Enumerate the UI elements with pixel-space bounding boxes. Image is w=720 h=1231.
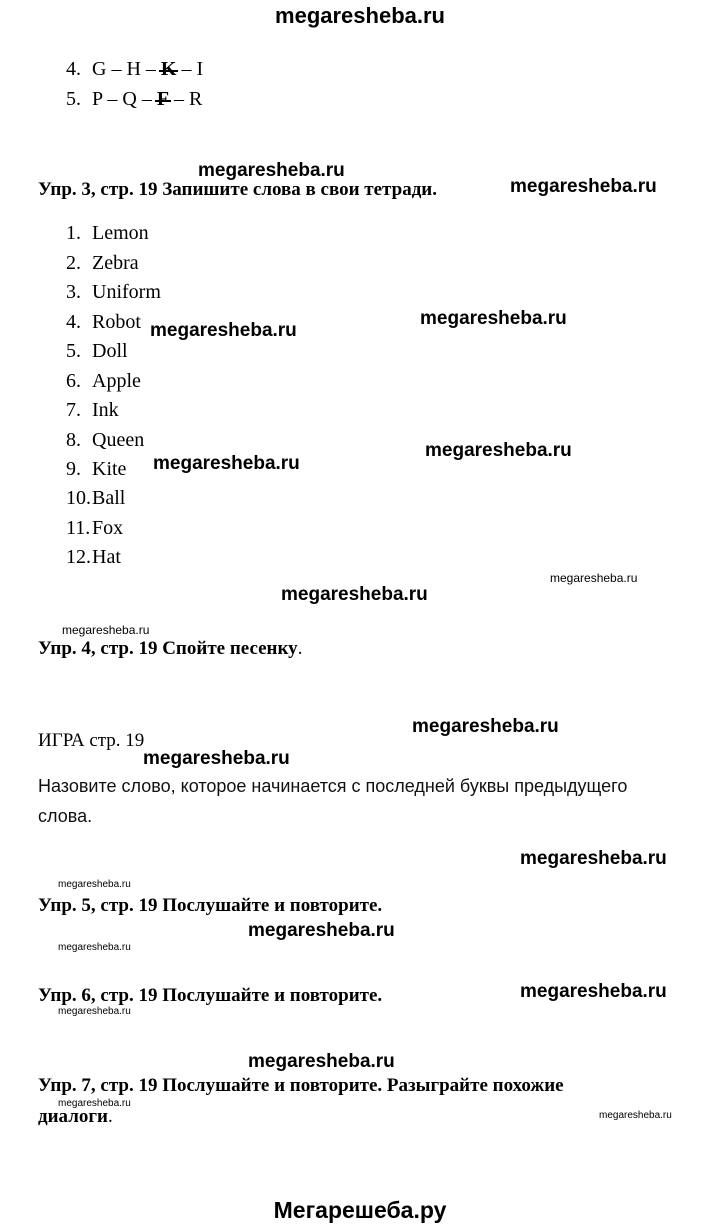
watermark: megaresheba.ru (550, 571, 638, 585)
watermark: megaresheba.ru (248, 1051, 395, 1072)
word: Uniform (92, 281, 161, 303)
item-number: 12. (66, 546, 91, 568)
watermark: megaresheba.ru (198, 160, 345, 181)
watermark: megaresheba.ru (520, 981, 667, 1002)
word: Ink (92, 399, 119, 421)
item-number: 5. (66, 88, 81, 110)
item-number: 4. (66, 311, 81, 333)
watermark: megaresheba.ru (248, 920, 395, 941)
watermark: megaresheba.ru (420, 308, 567, 329)
word: Lemon (92, 222, 149, 244)
watermark: megaresheba.ru (143, 748, 290, 769)
item-number: 6. (66, 370, 81, 392)
word-list-item (66, 340, 128, 363)
word: Doll (92, 340, 128, 362)
watermark: megaresheba.ru (281, 584, 428, 605)
item-number: 8. (66, 429, 81, 451)
item-number: 2. (66, 252, 81, 274)
item-number: 7. (66, 399, 81, 421)
word-list-item (66, 517, 123, 540)
word-list-item (66, 399, 119, 422)
item-number: 3. (66, 281, 81, 303)
letter-sequence-item (66, 88, 202, 111)
sequence-end: – I (176, 58, 204, 80)
word-list-item (66, 429, 144, 452)
word: Ball (92, 487, 126, 509)
word: Fox (92, 517, 124, 539)
exercise-4-period: . (297, 638, 303, 659)
word: Queen (92, 429, 145, 451)
watermark: megaresheba.ru (412, 716, 559, 737)
item-number: 5. (66, 340, 81, 362)
watermark: megaresheba.ru (58, 1006, 131, 1017)
sequence-end: – R (169, 88, 203, 110)
watermark: megaresheba.ru (150, 320, 297, 341)
word-list-item (66, 458, 126, 481)
watermark: megaresheba.ru (58, 1098, 131, 1109)
word-list-item (66, 281, 161, 304)
watermark: megaresheba.ru (58, 942, 131, 953)
exercise-6-title: Упр. 6, стр. 19 Послушайте и повторите. (38, 985, 383, 1006)
sequence-start: P – Q – (92, 88, 157, 110)
crossed-out-letter: K (160, 58, 177, 80)
item-number: 4. (66, 58, 81, 80)
word: Robot (92, 311, 141, 333)
page-title: megaresheba.ru (275, 3, 445, 28)
exercise-7-title-line-1: Упр. 7, стр. 19 Послушайте и повторите. Разыграйте похожие (38, 1075, 564, 1096)
game-instruction-line-1: Назовите слово, которое начинается с последней буквы предыдущего (38, 776, 628, 796)
item-number: 10. (66, 487, 91, 509)
item-number: 11. (66, 517, 91, 539)
watermark: megaresheba.ru (510, 176, 657, 197)
word-list-item (66, 546, 121, 569)
item-number: 1. (66, 222, 81, 244)
word-list-item (66, 222, 149, 245)
word-list-item (66, 311, 141, 334)
exercise-7-label: диалоги (38, 1106, 108, 1127)
watermark: megaresheba.ru (599, 1110, 672, 1121)
watermark: megaresheba.ru (62, 623, 150, 637)
exercise-4-title (38, 638, 302, 660)
watermark: megaresheba.ru (520, 848, 667, 869)
item-number: 9. (66, 458, 81, 480)
exercise-5-title: Упр. 5, стр. 19 Послушайте и повторите. (38, 895, 383, 916)
word-list-item (66, 252, 139, 275)
sequence-start: G – H – (92, 58, 161, 80)
word-list-item (66, 487, 125, 510)
letter-sequence-item (66, 58, 203, 81)
word: Zebra (92, 252, 139, 274)
watermark: megaresheba.ru (58, 879, 131, 890)
word: Hat (92, 546, 121, 568)
game-instruction-line-2: слова. (38, 806, 93, 826)
exercise-4-label: Упр. 4, стр. 19 Спойте песенку (38, 638, 298, 659)
crossed-out-letter: F (156, 88, 170, 110)
watermark: megaresheba.ru (153, 453, 300, 474)
word-list-item (66, 370, 141, 393)
footer-title: Мегарешеба.ру (273, 1197, 447, 1223)
word: Apple (92, 370, 141, 392)
exercise-3-title: Упр. 3, стр. 19 Запишите слова в свои тетради. (38, 179, 437, 200)
exercise-7-period: . (107, 1106, 113, 1127)
game-title: ИГРА стр. 19 (38, 730, 145, 751)
word: Kite (92, 458, 127, 480)
exercise-7-title-line-2 (38, 1106, 113, 1128)
watermark: megaresheba.ru (425, 440, 572, 461)
